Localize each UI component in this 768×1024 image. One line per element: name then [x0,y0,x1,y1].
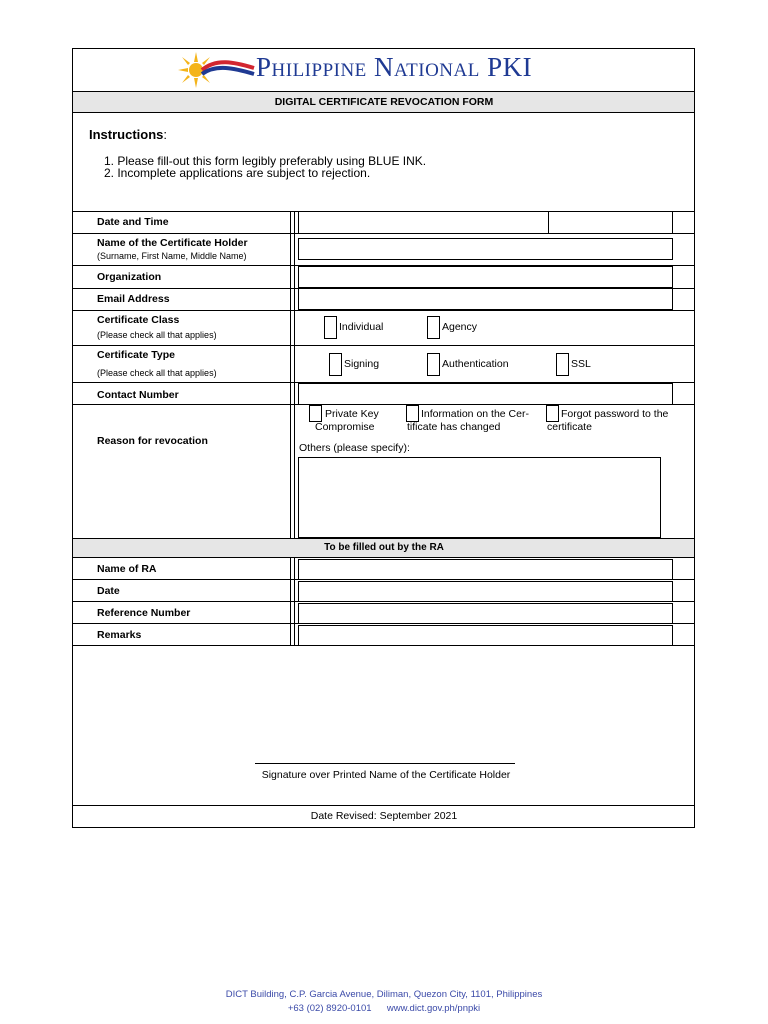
divider [72,805,695,806]
holder-name-hint: (Surname, First Name, Middle Name) [97,251,247,261]
footer-website-link[interactable]: www.dict.gov.ph/pnpki [386,1003,481,1014]
cert-class-label: Certificate Class [97,314,180,326]
private-key-option-line2: Compromise [315,421,375,433]
forgot-password-checkbox[interactable] [546,405,559,422]
authentication-option-label: Authentication [442,358,509,370]
revision-date: Date Revised: September 2021 [310,810,458,822]
others-label: Others (please specify): [299,442,410,454]
holder-name-label: Name of the Certificate Holder [97,237,248,249]
contact-field[interactable] [298,383,673,405]
ra-remarks-label: Remarks [97,629,142,641]
column-divider [294,211,295,538]
logo [176,50,596,90]
agency-checkbox[interactable] [427,316,440,339]
reason-label: Reason for revocation [97,435,208,447]
instructions-heading-wrap [89,127,167,142]
footer-address: DICT Building, C.P. Garcia Avenue, Diliman, Quezon City, 1101, Philippines [225,989,543,1000]
row-divider [72,345,695,346]
footer-phone: +63 (02) 8920-0101 [287,1003,372,1014]
authentication-checkbox[interactable] [427,353,440,376]
private-key-checkbox[interactable] [309,405,322,422]
sun-flag-icon [176,50,256,90]
column-divider [290,211,291,538]
date-time-label: Date and Time [97,216,169,228]
signing-checkbox[interactable] [329,353,342,376]
individual-option-label: Individual [339,321,384,333]
others-textarea[interactable] [298,457,661,538]
signing-option-label: Signing [344,358,380,370]
instructions-colon: : [163,127,168,142]
ra-reference-label: Reference Number [97,607,191,619]
logo-text: Philippine National PKI [256,52,533,82]
forgot-password-option-line1: Forgot password to the [561,408,669,420]
instructions-heading: Instructions [89,127,164,142]
column-divider [294,557,295,645]
info-changed-checkbox[interactable] [406,405,419,422]
column-divider [290,557,291,645]
instruction-item: 2. Incomplete applications are subject to rejection. [104,166,371,180]
organization-label: Organization [97,271,162,283]
divider [72,112,695,113]
holder-name-field[interactable] [298,238,673,260]
email-field[interactable] [298,288,673,310]
organization-field[interactable] [298,266,673,288]
ra-date-label: Date [97,585,120,597]
divider [72,557,695,558]
ra-date-field[interactable] [298,581,673,602]
private-key-option-line1: Private Key [325,408,379,420]
forgot-password-option-line2: certificate [547,421,592,433]
cert-type-hint: (Please check all that applies) [97,368,217,378]
ssl-checkbox[interactable] [556,353,569,376]
footer-contact [0,1003,768,1014]
signature-line[interactable] [255,763,515,764]
ra-section-title: To be filled out by the RA [324,542,444,553]
cert-type-label: Certificate Type [97,349,175,361]
column-divider [672,211,673,234]
date-time-field[interactable] [298,211,549,234]
info-changed-option-line2: tificate has changed [407,421,501,433]
ra-remarks-field[interactable] [298,625,673,646]
ra-reference-field[interactable] [298,603,673,624]
individual-checkbox[interactable] [324,316,337,339]
ra-name-label: Name of RA [97,563,157,575]
agency-option-label: Agency [442,321,478,333]
ra-name-field[interactable] [298,559,673,580]
form-title: DIGITAL CERTIFICATE REVOCATION FORM [274,96,494,108]
signature-caption: Signature over Printed Name of the Certificate Holder [261,769,511,781]
ssl-option-label: SSL [571,358,591,370]
cert-class-hint: (Please check all that applies) [97,330,217,340]
contact-label: Contact Number [97,389,179,401]
info-changed-option-line1: Information on the Cer- [421,408,529,420]
instruction-item: 1. Please fill-out this form legibly preferably using BLUE INK. [104,154,427,168]
email-label: Email Address [97,293,170,305]
row-divider [72,310,695,311]
